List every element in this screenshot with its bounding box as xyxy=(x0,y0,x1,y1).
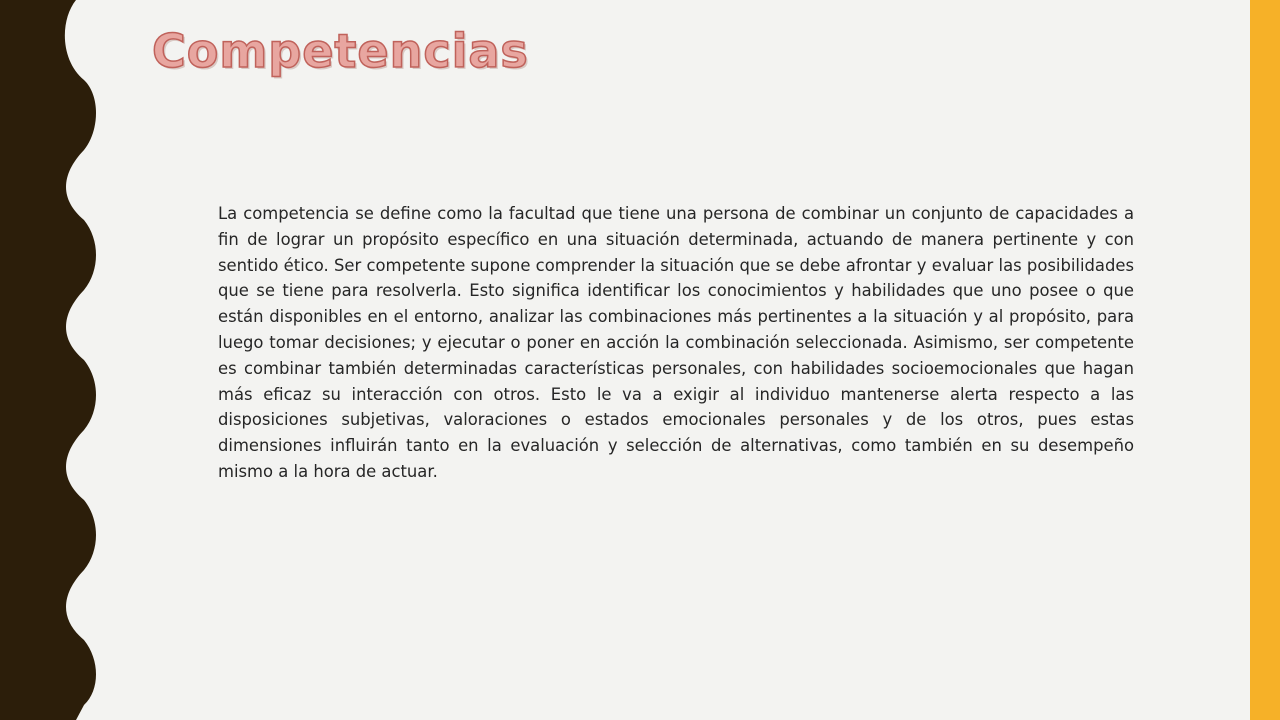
slide-title: Competencias xyxy=(152,24,529,78)
body-paragraph: La competencia se define como la facultad que tiene una persona de combinar un conjunto de capacidades a fin de lograr un propósito específico en una situación determinada, actuando de manera pertinente y con sentido ético. Ser competente supone comprender la situación que se debe afrontar y evaluar las posibilidades que se tiene para resolverla. Esto significa identificar los conocimientos y habilidades que uno posee o que están disponibles en el entorno, analizar las combinaciones más pertinentes a la situación y al propósito, para luego tomar decisiones; y ejecutar o poner en acción la combinación seleccionada. Asimismo, ser competente es combinar también determinadas características personales, con habilidades socioemocionales que hagan más eficaz su interacción con otros. Esto le va a exigir al individuo mantenerse alerta respecto a las disposiciones subjetivas, valoraciones o estados emocionales personales y de los otros, pues estas dimensiones influirán tanto en la evaluación y selección de alternativas, como también en su desempeño mismo a la hora de actuar. xyxy=(218,204,1134,481)
accent-bar xyxy=(1250,0,1280,720)
wavy-left-border xyxy=(0,0,110,720)
